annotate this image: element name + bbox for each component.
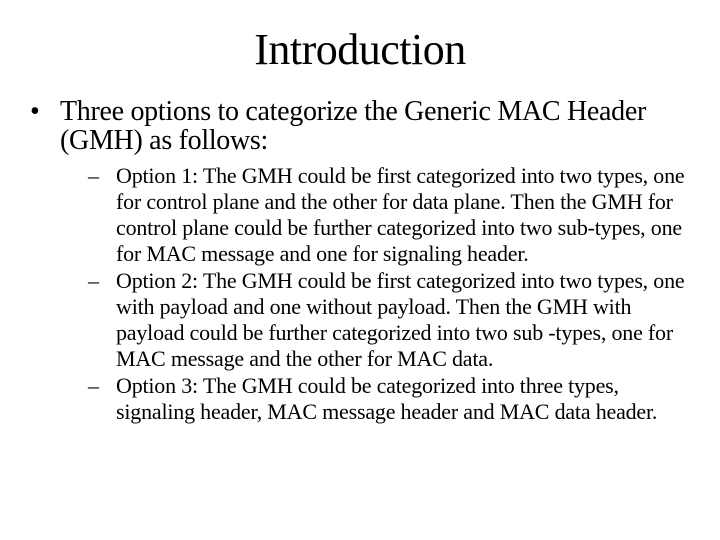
sub-bullet-text: Option 2: The GMH could be first categorized into two types, one with payload and one without payload. Then the GMH with payload could be further categorized into two sub -types, one for MAC message and the other for MAC data. <box>116 268 685 371</box>
bullet-text: Three options to categorize the Generic MAC Header (GMH) as follows: <box>60 96 646 156</box>
bullet-marker: • <box>30 96 40 127</box>
slide-title: Introduction <box>254 25 466 74</box>
dash-marker: – <box>88 163 99 188</box>
dash-marker: – <box>88 268 99 293</box>
sub-bullet-option-2 <box>88 268 690 372</box>
sub-bullet-list <box>30 163 690 425</box>
bullet-item <box>30 97 690 155</box>
sub-bullet-option-3 <box>88 373 690 425</box>
slide-body <box>30 97 690 426</box>
dash-marker: – <box>88 373 99 398</box>
sub-bullet-text: Option 1: The GMH could be first categorized into two types, one for control plane and the other for data plane. Then the GMH for control plane could be further categorized into two sub-types, one for MAC message and one for signaling header. <box>116 163 685 266</box>
sub-bullet-text: Option 3: The GMH could be categorized into three types, signaling header, MAC message header and MAC data header. <box>116 373 658 424</box>
sub-bullet-option-1 <box>88 163 690 267</box>
